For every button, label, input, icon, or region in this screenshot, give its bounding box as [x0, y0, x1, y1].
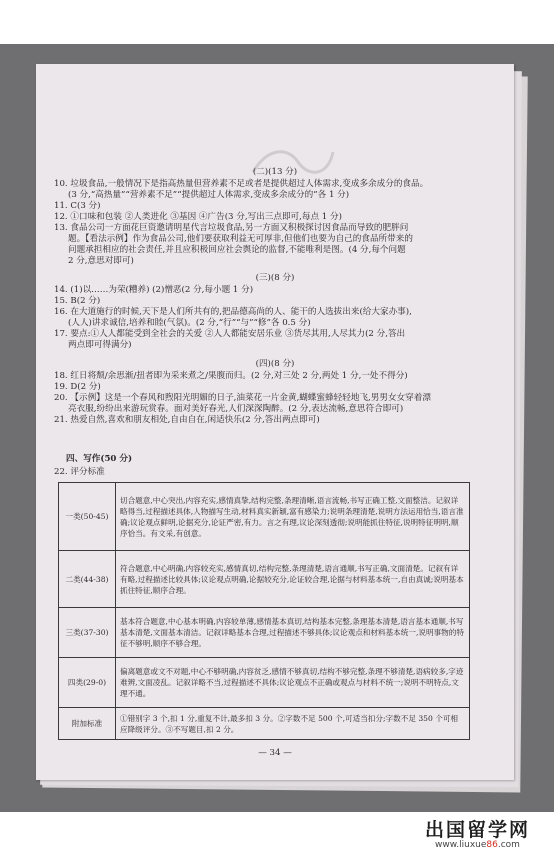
answer-line: 亮衣服,纷纷出来游玩赏春。面对美好春光,人们深深陶醉。(2 分,表达流畅,意思符合即可)	[68, 404, 404, 414]
table-row	[59, 483, 470, 551]
answer-line: 16. 在大道施行的时候,天下是人们所共有的,把品德高尚的人、能干的人选拔出来(给大家办事),	[54, 307, 412, 317]
grade-description: 基本符合题意,中心基本明确,内容较单薄,感情基本真切,结构基本完整,条理基本清楚,语言基本通顺,书写基本清楚,文面基本清洁。记叙详略基本合理,过程描述不够具体;议论观点和材料基本统一,说明事物的特征不够明,顺序不够合理。	[116, 608, 470, 658]
section-two-header: (二)(13 分)	[252, 167, 298, 177]
answer-line: 2 分,意思对即可)	[68, 256, 134, 266]
section-four-header: (四)(8 分)	[255, 359, 295, 369]
answer-line: 12. ①口味和包装 ②人类进化 ③基因 ④广告(3 分,写出三点即可,每点 1 分)	[54, 212, 342, 222]
table-row	[59, 658, 470, 708]
url-suffix: .com	[497, 840, 520, 850]
answer-line: (人人)讲求诚信,培养和睦(气氛)。(2 分,“行”“与”“修”各 0.5 分)	[68, 318, 311, 328]
grade-description: 切合题意,中心突出,内容充实,感情真挚,结构完整,条理清晰,语言流畅,书写正确工整,文面整洁。记叙详略得当,过程描述具体,人物描写生动,材料真实新颖,富有感染力;说明条理清楚,说明方法运用恰当,语言准确;议论观点鲜明,论据充分,论证严密,有力。言之有理,议论深刻透彻;说明能抓住特征,说明特征明明,顺序恰当。有文采,有创意。	[116, 483, 470, 551]
answer-line: 10. 垃圾食品,一般情况下是指高热量但营养素不足或者是提供超过人体需求,变成多余成分的食品。	[54, 179, 429, 189]
exam-answer-page	[36, 64, 514, 780]
answer-line: 19. D(2 分)	[54, 382, 101, 392]
criteria-label: 22. 评分标准	[54, 467, 105, 477]
answer-line: 20. 【示例】这是一个春风和煦阳光明媚的日子,油菜花一片金黄,蝴蝶蜜蜂轻轻地飞,男男女女穿着漂	[54, 393, 431, 403]
grade-description: 符合题意,中心明确,内容较充实,感情真切,结构完整,条理清楚,语言通顺,书写正确,文面清楚。记叙有详有略,过程描述比较具体;议论观点明确,论据较充分,论证较合理,论据与材料基本统一,自由真诚;说明基本抓住特征,顺序合理。	[116, 551, 470, 608]
answer-line: 题。【看法示例】作为食品公司,他们要获取利益无可厚非,但他们也要为自己的食品所带来的	[68, 234, 413, 244]
grade-description: ①错别字 3 个,扣 1 分,重复不计,最多扣 3 分。②字数不足 500 个,可适当扣分;字数不足 350 个可相应降级评分。③不写题目,扣 2 分。	[116, 708, 470, 740]
page-number: — 34 —	[258, 748, 292, 758]
table-row	[59, 551, 470, 608]
url-prefix: www.liuxue	[435, 840, 487, 850]
grade-category: 二类(44-38)	[59, 551, 116, 608]
url-highlight: 86	[486, 840, 498, 850]
answer-line: 21. 热爱自然,喜欢和朋友相处,自由自在,闲适快乐(2 分,答出两点即可)	[54, 415, 320, 425]
grade-category: 三类(37-30)	[59, 608, 116, 658]
watermark-footer	[0, 812, 554, 853]
answer-line: 17. 要点:①人人都能受到全社会的关爱 ②人人都能安居乐业 ③货尽其用,人尽其力(2 分,答出	[54, 329, 406, 339]
answer-line: 两点即可得满分)	[68, 340, 132, 350]
brand-url	[425, 840, 530, 851]
answer-line: 13. 食品公司一方面花巨资邀请明星代言垃圾食品,另一方面又积极探讨因食品而导致的肥胖问	[54, 223, 409, 233]
scoring-criteria-table	[58, 482, 470, 740]
grade-description: 偏离题意或文不对题,中心不够明确,内容贫乏,感情不够真切,结构不够完整,条理不够清楚,语病较多,字迹难辨,文面凌乱。记叙详略不当,过程描述不具体;议论观点不正确或观点与材料不统一;说明不明特点,文理不通。	[116, 658, 470, 708]
grade-category: 四类(29-0)	[59, 658, 116, 708]
answer-line: 11. C(3 分)	[54, 201, 101, 211]
grade-category: 附加标准	[59, 708, 116, 740]
answer-line: 问题承担相应的社会责任,并且应积极回应社会舆论的监督,不能唯利是图。(4 分,每个问题	[68, 245, 406, 255]
section-three-header: (三)(8 分)	[255, 273, 295, 283]
answer-line: 18. 红日将颓/余思渐/扭者即为采来煮之/果腹而归。(2 分,对三处 2 分,两处 1 分,一处不得分)	[54, 371, 408, 381]
writing-section-header: 四、写作(50 分)	[66, 454, 133, 464]
table-row	[59, 608, 470, 658]
answer-line: (3 分,“高热量”“营养素不足”“提供超过人体需求,变成多余成分的”各 1 分)	[68, 190, 350, 200]
answer-line: 14. (1)以……为荣(糟养) (2)憎恶(2 分,每小题 1 分)	[54, 285, 254, 295]
table-row	[59, 708, 470, 740]
grade-category: 一类(50-45)	[59, 483, 116, 551]
brand-name: 出国留学网	[424, 819, 530, 841]
site-logo[interactable]	[425, 820, 530, 851]
answer-line: 15. B(2 分)	[54, 296, 101, 306]
